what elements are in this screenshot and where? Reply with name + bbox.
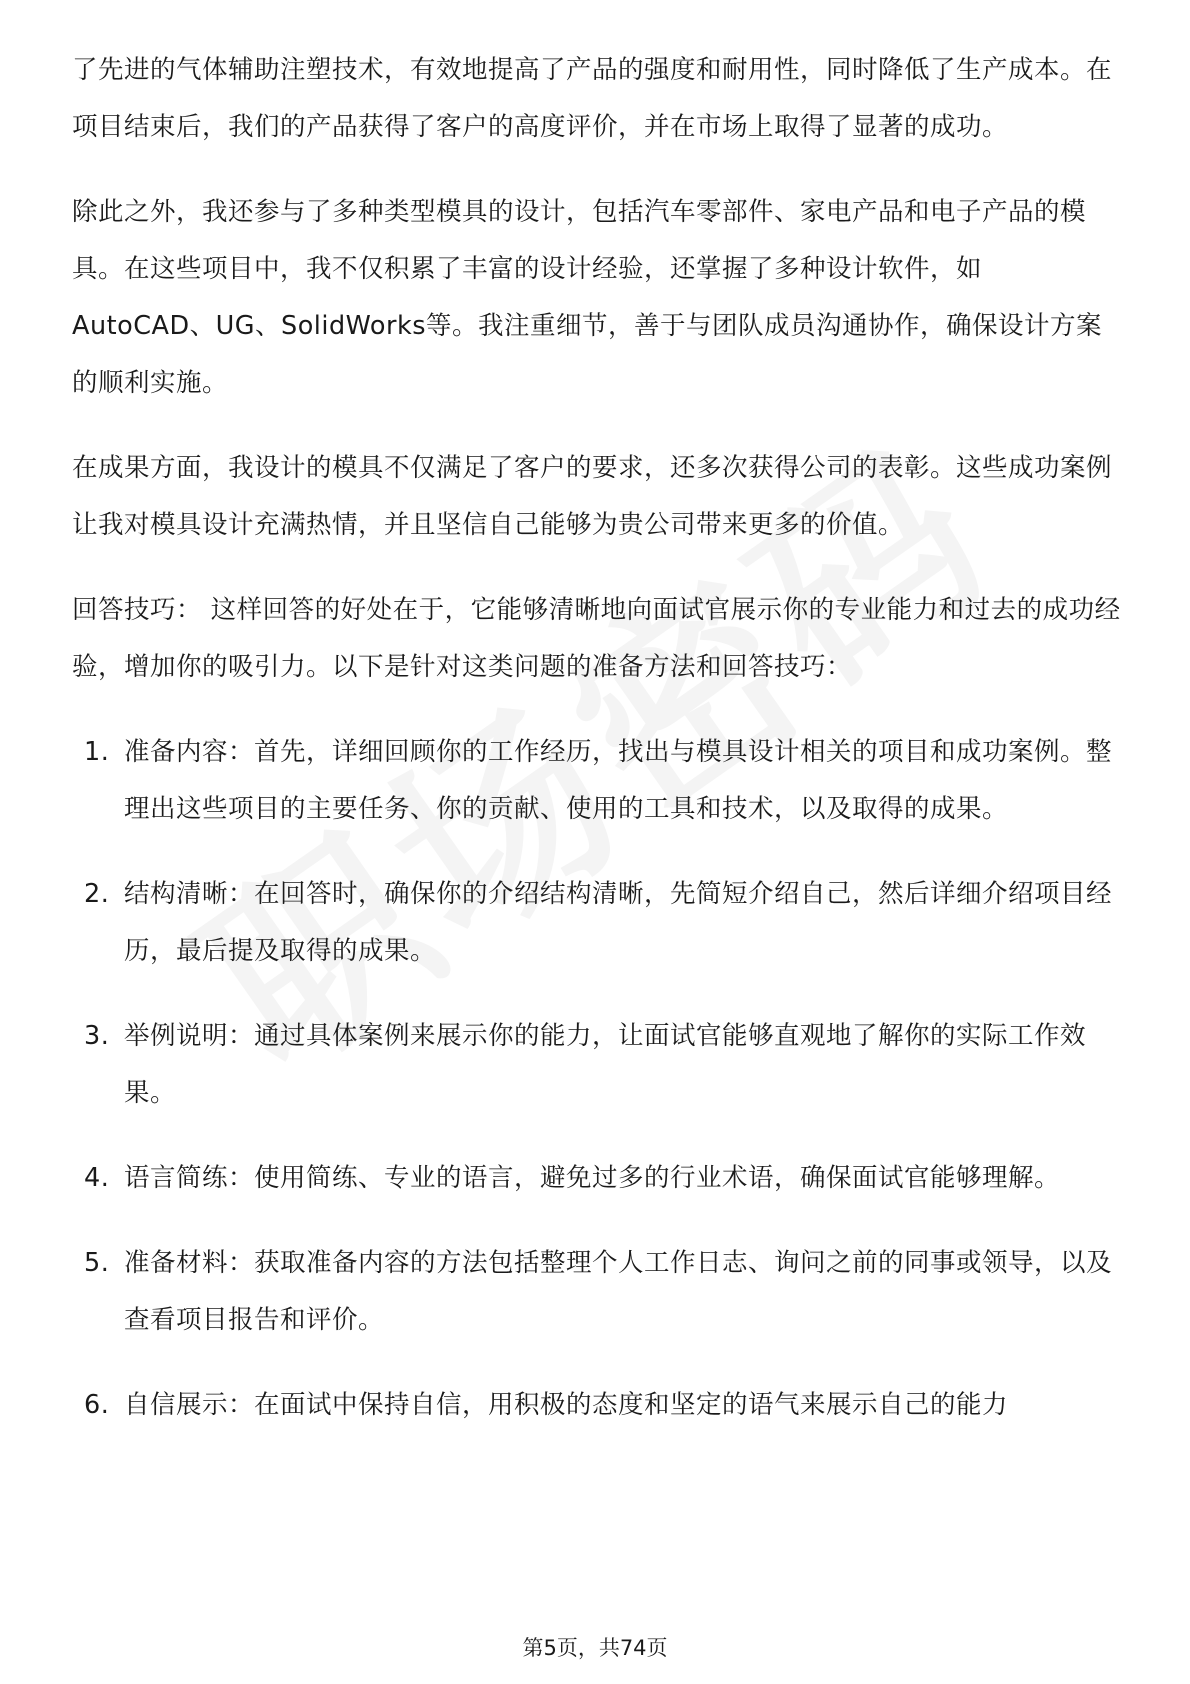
list-number: 6. xyxy=(84,1390,110,1420)
tips-intro-paragraph: 回答技巧： 这样回答的好处在于，它能够清晰地向面试官展示你的专业能力和过去的成功经验，增加你的吸引力。以下是针对这类问题的准备方法和回答技巧： xyxy=(72,595,1121,682)
list-item xyxy=(72,724,1122,838)
paragraph: 了先进的气体辅助注塑技术，有效地提高了产品的强度和耐用性，同时降低了生产成本。在项目结束后，我们的产品获得了客户的高度评价，并在市场上取得了显著的成功。 xyxy=(72,55,1113,142)
list-item xyxy=(72,1150,1122,1207)
list-item-text: 自信展示：在面试中保持自信，用积极的态度和坚定的语气来展示自己的能力 xyxy=(124,1390,1009,1420)
list-item-text: 语言简练：使用简练、专业的语言，避免过多的行业术语，确保面试官能够理解。 xyxy=(124,1163,1061,1193)
list-item xyxy=(72,1377,1122,1434)
list-item-text: 结构清晰：在回答时，确保你的介绍结构清晰，先简短介绍自己，然后详细介绍项目经历，最后提及取得的成果。 xyxy=(124,879,1113,966)
list-number: 5. xyxy=(84,1248,110,1278)
page-content xyxy=(72,42,1122,1462)
list-item-text: 举例说明：通过具体案例来展示你的能力，让面试官能够直观地了解你的实际工作效果。 xyxy=(124,1021,1087,1108)
list-number: 2. xyxy=(84,879,110,909)
page-number-footer: 第5页，共74页 xyxy=(522,1636,668,1660)
list-item xyxy=(72,1235,1122,1349)
list-item-text: 准备材料：获取准备内容的方法包括整理个人工作日志、询问之前的同事或领导，以及查看项目报告和评价。 xyxy=(124,1248,1113,1335)
list-number: 3. xyxy=(84,1021,110,1051)
list-item-text: 准备内容：首先，详细回顾你的工作经历，找出与模具设计相关的项目和成功案例。整理出这些项目的主要任务、你的贡献、使用的工具和技术，以及取得的成果。 xyxy=(124,737,1113,824)
list-number: 1. xyxy=(84,737,110,767)
paragraph: 在成果方面，我设计的模具不仅满足了客户的要求，还多次获得公司的表彰。这些成功案例让我对模具设计充满热情，并且坚信自己能够为贵公司带来更多的价值。 xyxy=(72,453,1113,540)
paragraph: 除此之外，我还参与了多种类型模具的设计，包括汽车零部件、家电产品和电子产品的模具。在这些项目中，我不仅积累了丰富的设计经验，还掌握了多种设计软件，如AutoCAD、UG、SolidWorks等。我注重细节，善于与团队成员沟通协作，确保设计方案的顺利实施。 xyxy=(72,197,1103,398)
list-item xyxy=(72,866,1122,980)
list-item xyxy=(72,1008,1122,1122)
list-number: 4. xyxy=(84,1163,110,1193)
tips-list xyxy=(72,724,1122,1434)
